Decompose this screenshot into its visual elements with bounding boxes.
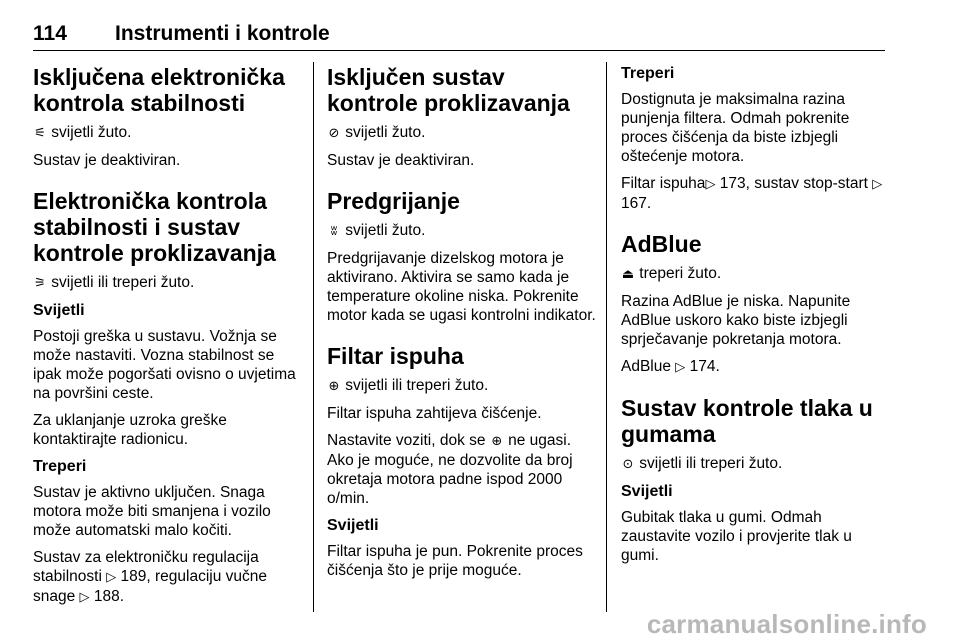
chapter-title: Instrumenti i kontrole — [115, 22, 330, 45]
page-number: 114 — [33, 22, 67, 45]
subheading: Svijetli — [621, 483, 673, 500]
reference-arrow-icon: ▷ — [79, 590, 90, 605]
subheading: Treperi — [33, 458, 87, 475]
exhaust-filter-icon: ⊕ — [491, 434, 503, 449]
text: Nastavite voziti, dok se — [327, 432, 490, 449]
column-left — [33, 64, 298, 615]
paragraph: Razina AdBlue je niska. Napunite AdBlue uskoro kako biste izbjegli sprječavanje pokretanja motora. — [621, 293, 851, 348]
text: ne ugasi. Ako je moguće, ne dozvolite da broj okretaja motora padne ispod 2000 o/min. — [327, 432, 573, 507]
text: svijetli ili treperi žuto. — [47, 274, 195, 291]
paragraph — [33, 273, 298, 293]
reference-arrow-icon: ▷ — [106, 570, 117, 585]
reference-arrow-icon: ▷ — [675, 360, 686, 375]
section-title: Filtar ispuha — [327, 343, 464, 369]
section-title: Isključen sustav kontrole proklizavanja — [327, 64, 570, 116]
exhaust-filter-icon: ⊕ — [328, 379, 340, 394]
subheading: Svijetli — [327, 517, 379, 534]
subheading: Svijetli — [33, 302, 85, 319]
reference-arrow-icon: ▷ — [872, 177, 883, 192]
paragraph: Predgrijavanje dizelskog motora je aktivirano. Aktivira se samo kada je temperature okoline niska. Pokrenite motor kada se ugasi kontrolni indikator. — [327, 250, 596, 324]
section-title: Isključena elektronička kontrola stabilnosti — [33, 64, 285, 116]
paragraph: Filtar ispuha je pun. Pokrenite proces čišćenja što je prije moguće. — [327, 543, 583, 579]
text: treperi žuto. — [635, 265, 722, 282]
section-title: Elektronička kontrola stabilnosti i sustav kontrole proklizavanja — [33, 188, 276, 266]
esc-icon: ⚞ — [34, 276, 46, 291]
page-reference[interactable]: 173, sustav stop-start — [715, 175, 873, 192]
text: Sustav za elektroničku regulacija stabilnosti — [33, 549, 259, 585]
reference-arrow-icon: ▷ — [705, 177, 716, 192]
page-header — [33, 22, 885, 51]
paragraph — [621, 174, 886, 213]
glow-plug-icon: ʬ — [330, 224, 338, 239]
text: svijetli žuto. — [47, 124, 132, 141]
paragraph — [621, 454, 886, 474]
text: AdBlue — [621, 358, 676, 375]
paragraph — [621, 357, 886, 377]
paragraph: Filtar ispuha zahtijeva čišćenje. — [327, 405, 542, 422]
tire-pressure-icon: ⊙ — [622, 457, 634, 472]
column-right — [621, 64, 886, 573]
paragraph — [621, 264, 886, 284]
text: svijetli žuto. — [341, 222, 426, 239]
paragraph: Sustav je deaktiviran. — [327, 152, 475, 169]
section-title: AdBlue — [621, 231, 702, 257]
section-title: Sustav kontrole tlaka u gumama — [621, 395, 873, 447]
paragraph — [327, 376, 597, 396]
paragraph — [327, 431, 597, 508]
paragraph: Postoji greška u sustavu. Vožnja se može nastaviti. Vozna stabilnost se ipak može pogoršati ovisno o uvjetima na površini ceste. — [33, 328, 296, 402]
paragraph: Sustav je aktivno uključen. Snaga motora može biti smanjena i vozilo može automatski malo kočiti. — [33, 484, 271, 539]
paragraph: Gubitak tlaka u gumi. Odmah zaustavite vozilo i provjerite tlak u gumi. — [621, 509, 852, 564]
column-middle — [327, 64, 597, 588]
esc-off-icon: ⚟ — [34, 126, 46, 141]
section-title: Predgrijanje — [327, 188, 460, 214]
watermark: carmanualsonline.info — [646, 609, 927, 639]
paragraph: Dostignuta je maksimalna razina punjenja filtera. Odmah pokrenite proces čišćenja da biste izbjegli oštećenje motora. — [621, 91, 850, 165]
page-reference[interactable]: 189, regulaciju vučne snage — [33, 568, 268, 605]
paragraph: Za uklanjanje uzroka greške kontaktirajte radionicu. — [33, 412, 227, 448]
text: svijetli ili treperi žuto. — [635, 455, 783, 472]
subheading: Treperi — [621, 65, 675, 82]
page-reference[interactable]: 174. — [685, 358, 720, 375]
paragraph: Sustav je deaktiviran. — [33, 152, 181, 169]
page-reference[interactable]: 188. — [89, 588, 125, 605]
text: svijetli žuto. — [341, 124, 426, 141]
paragraph — [33, 548, 298, 607]
page-reference[interactable]: 167. — [621, 195, 652, 212]
paragraph — [327, 221, 597, 241]
paragraph — [327, 123, 597, 143]
adblue-icon: ⏏ — [621, 267, 635, 282]
text: Filtar ispuha — [621, 175, 706, 192]
traction-control-off-icon: ⊘ — [328, 126, 340, 141]
column-divider — [606, 62, 607, 612]
column-divider — [313, 62, 314, 612]
text: svijetli ili treperi žuto. — [341, 377, 489, 394]
paragraph — [33, 123, 298, 143]
